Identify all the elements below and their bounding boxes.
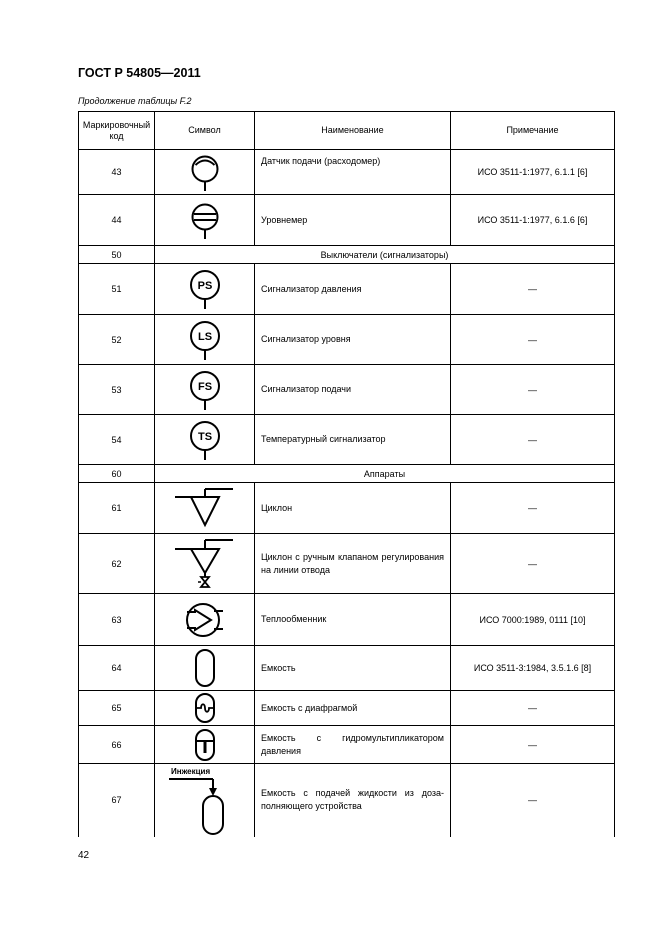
- row-note: —: [451, 264, 615, 315]
- symbol-cell: [155, 195, 255, 246]
- table-row: [79, 264, 615, 315]
- row-code: 60: [79, 465, 155, 483]
- row-code: 53: [79, 365, 155, 415]
- row-name: Сигнализатор подачи: [255, 365, 451, 415]
- row-note: —: [451, 365, 615, 415]
- row-code: 61: [79, 483, 155, 534]
- row-code: 52: [79, 315, 155, 365]
- vessel-injection-symbol-icon: [167, 765, 243, 835]
- symbol-cell: [155, 365, 255, 415]
- row-name: Сигнализатор давления: [255, 264, 451, 315]
- group-title: Аппараты: [155, 465, 615, 483]
- row-note: ИСО 7000:1989, 0111 [10]: [451, 594, 615, 646]
- table-row: [79, 691, 615, 726]
- table-header-row: [79, 112, 615, 150]
- table-continuation-caption: Продолжение таблицы F.2: [78, 96, 192, 106]
- row-name: Датчик подачи (расходомер): [255, 150, 451, 195]
- row-code: 51: [79, 264, 155, 315]
- vessel-symbol-icon: [193, 648, 217, 688]
- symbols-table: [78, 111, 615, 837]
- symbol-cell: [155, 264, 255, 315]
- row-name: Теплообменник: [255, 594, 451, 646]
- row-code: 44: [79, 195, 155, 246]
- row-name: Емкость с диафрагмой: [255, 691, 451, 726]
- row-code: 43: [79, 150, 155, 195]
- row-name: Циклон с ручным клапаном регулирования на линии отвода: [255, 534, 451, 594]
- row-note: —: [451, 315, 615, 365]
- symbol-label: TS: [197, 430, 212, 443]
- table-row: [79, 764, 615, 837]
- symbol-cell: [155, 534, 255, 594]
- row-name: Сигнализатор уровня: [255, 315, 451, 365]
- symbol-cell: [155, 646, 255, 691]
- row-note: —: [451, 415, 615, 465]
- standard-title: ГОСТ Р 54805—2011: [78, 66, 201, 80]
- row-code: 64: [79, 646, 155, 691]
- row-code: 66: [79, 726, 155, 764]
- symbol-label: LS: [197, 330, 212, 343]
- row-name: Уровнемер: [255, 195, 451, 246]
- table-row: [79, 195, 615, 246]
- row-code: 50: [79, 246, 155, 264]
- row-name: Температурный сигнализатор: [255, 415, 451, 465]
- group-row: [79, 246, 615, 264]
- vessel-multiplier-symbol-icon: [193, 728, 217, 762]
- symbol-cell: [155, 315, 255, 365]
- injection-label: Инжекция: [170, 767, 210, 777]
- flow-switch-symbol-icon: [188, 368, 222, 412]
- level-meter-symbol-icon: [190, 199, 220, 241]
- column-header-name: Наименование: [255, 112, 451, 150]
- column-header-symbol: Символ: [155, 112, 255, 150]
- row-note: ИСО 3511-1:1977, 6.1.6 [6]: [451, 195, 615, 246]
- table-row: [79, 726, 615, 764]
- table-row: [79, 150, 615, 195]
- level-switch-symbol-icon: [188, 318, 222, 362]
- symbol-cell: [155, 691, 255, 726]
- column-header-code: Маркировочный код: [79, 112, 155, 150]
- pressure-switch-symbol-icon: [188, 267, 222, 311]
- symbol-cell: [155, 764, 255, 837]
- row-note: —: [451, 764, 615, 837]
- row-note: —: [451, 691, 615, 726]
- row-code: 65: [79, 691, 155, 726]
- symbol-cell: [155, 726, 255, 764]
- table-row: [79, 646, 615, 691]
- row-code: 62: [79, 534, 155, 594]
- symbol-cell: [155, 150, 255, 195]
- temperature-switch-symbol-icon: [188, 418, 222, 462]
- symbol-label: PS: [197, 280, 212, 292]
- row-name: Емкость с гидромультипликатором давления: [255, 726, 451, 764]
- group-row: [79, 465, 615, 483]
- page-number: 42: [78, 850, 90, 861]
- flow-detector-symbol-icon: [190, 151, 220, 193]
- row-note: ИСО 3511-3:1984, 3.5.1.6 [8]: [451, 646, 615, 691]
- group-title: Выключатели (сигнализаторы): [155, 246, 615, 264]
- cyclone-valve-symbol-icon: [173, 537, 237, 591]
- symbol-label: FS: [197, 380, 212, 393]
- table-row: [79, 483, 615, 534]
- row-note: —: [451, 534, 615, 594]
- cyclone-symbol-icon: [173, 487, 237, 529]
- table-row: [79, 315, 615, 365]
- vessel-diaphragm-symbol-icon: [193, 692, 217, 724]
- row-note: —: [451, 483, 615, 534]
- row-code: 67: [79, 764, 155, 837]
- table-row: [79, 365, 615, 415]
- row-code: 63: [79, 594, 155, 646]
- table-row: [79, 594, 615, 646]
- symbol-cell: [155, 594, 255, 646]
- row-name: Циклон: [255, 483, 451, 534]
- heat-exchanger-symbol-icon: [183, 599, 227, 641]
- symbol-cell: [155, 415, 255, 465]
- symbol-cell: [155, 483, 255, 534]
- table-row: [79, 534, 615, 594]
- row-name: Емкость с подачей жидкости из дозаполняющего устройства: [255, 764, 451, 837]
- row-name: Емкость: [255, 646, 451, 691]
- table-row: [79, 415, 615, 465]
- column-header-note: Примечание: [451, 112, 615, 150]
- row-note: —: [451, 726, 615, 764]
- row-note: ИСО 3511-1:1977, 6.1.1 [6]: [451, 150, 615, 195]
- row-code: 54: [79, 415, 155, 465]
